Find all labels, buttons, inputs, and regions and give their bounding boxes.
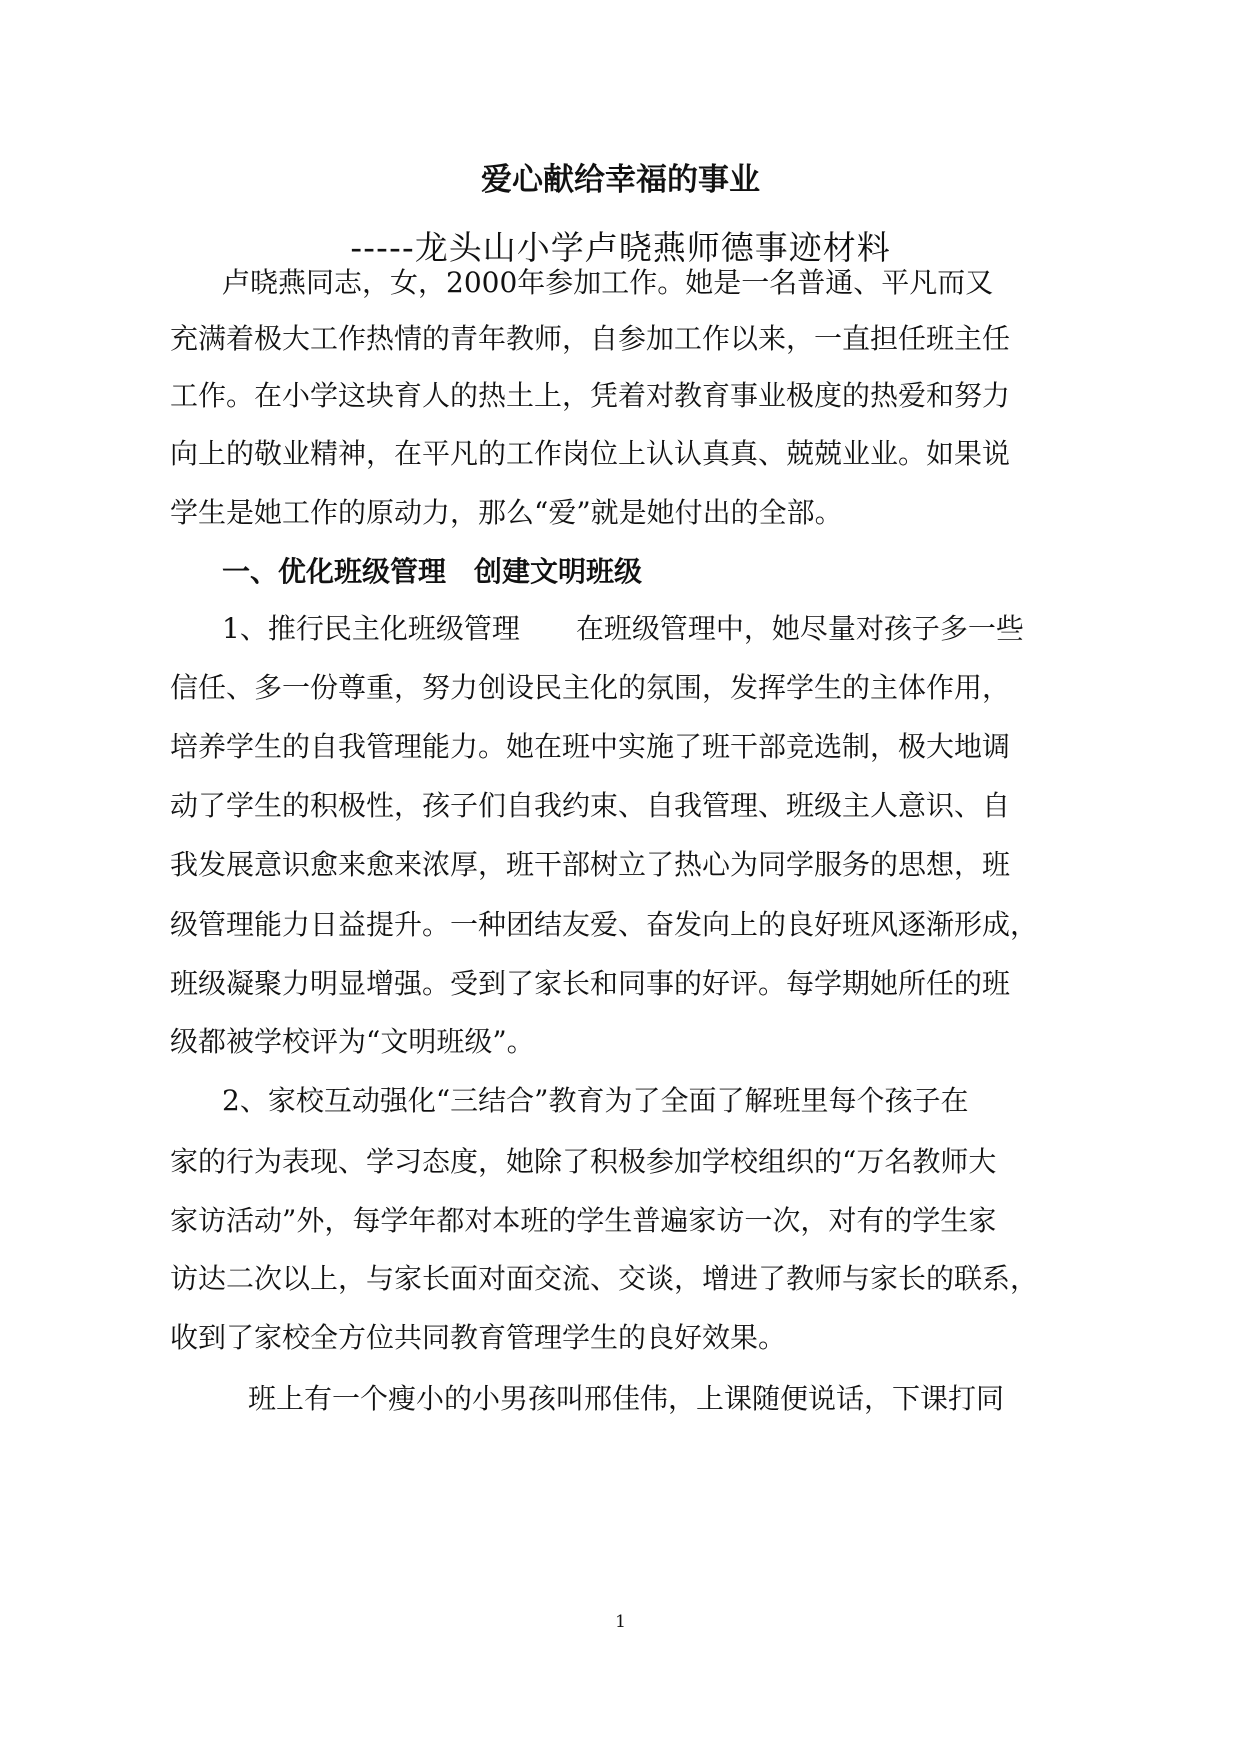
document-title: 爱心献给幸福的事业 (481, 162, 760, 198)
paragraph-line: 班上有一个瘦小的小男孩叫邢佳伟，上课随便说话，下课打同 (248, 1382, 1005, 1415)
paragraph-line: 收到了家校全方位共同教育管理学生的良好效果。 (170, 1321, 787, 1354)
paragraph-line: 家的行为表现、学习态度，她除了积极参加学校组织的“万名教师大 (170, 1145, 997, 1178)
paragraph-line: 向上的敬业精神，在平凡的工作岗位上认认真真、兢兢业业。如果说 (170, 437, 1011, 470)
paragraph-line: 信任、多一份尊重，努力创设民主化的氛围，发挥学生的主体作用， (170, 671, 1011, 704)
paragraph-line: 动了学生的积极性，孩子们自我约束、自我管理、班级主人意识、自 (170, 789, 1011, 822)
paragraph-line: 家访活动”外，每学年都对本班的学生普遍家访一次，对有的学生家 (170, 1204, 997, 1237)
paragraph-line: 班级凝聚力明显增强。受到了家长和同事的好评。每学期她所任的班 (170, 967, 1011, 1000)
paragraph-line: 1、推行民主化班级管理 在班级管理中，她尽量对孩子多一些 (222, 612, 1024, 645)
paragraph-line: 工作。在小学这块育人的热土上，凭着对教育事业极度的热爱和努力 (170, 379, 1011, 412)
paragraph-line: 我发展意识愈来愈来浓厚，班干部树立了热心为同学服务的思想，班 (170, 848, 1011, 881)
paragraph-line: 充满着极大工作热情的青年教师，自参加工作以来，一直担任班主任 (170, 322, 1011, 355)
paragraph-line: 级都被学校评为“文明班级”。 (170, 1025, 535, 1058)
paragraph-line: 级管理能力日益提升。一种团结友爱、奋发向上的良好班风逐渐形成， (170, 908, 1039, 941)
document-subtitle: -----龙头山小学卢晓燕师德事迹材料 (350, 228, 891, 267)
paragraph-line: 2、家校互动强化“三结合”教育为了全面了解班里每个孩子在 (222, 1084, 969, 1117)
paragraph-line: 卢晓燕同志，女，2000年参加工作。她是一名普通、平凡而又 (222, 266, 994, 299)
page-number: 1 (615, 1612, 626, 1632)
paragraph-line: 访达二次以上，与家长面对面交流、交谈，增进了教师与家长的联系， (170, 1262, 1039, 1295)
paragraph-line: 学生是她工作的原动力，那么“爱”就是她付出的全部。 (170, 496, 843, 529)
paragraph-line: 培养学生的自我管理能力。她在班中实施了班干部竞选制，极大地调 (170, 730, 1011, 763)
section-heading: 一、优化班级管理 创建文明班级 (222, 555, 643, 588)
